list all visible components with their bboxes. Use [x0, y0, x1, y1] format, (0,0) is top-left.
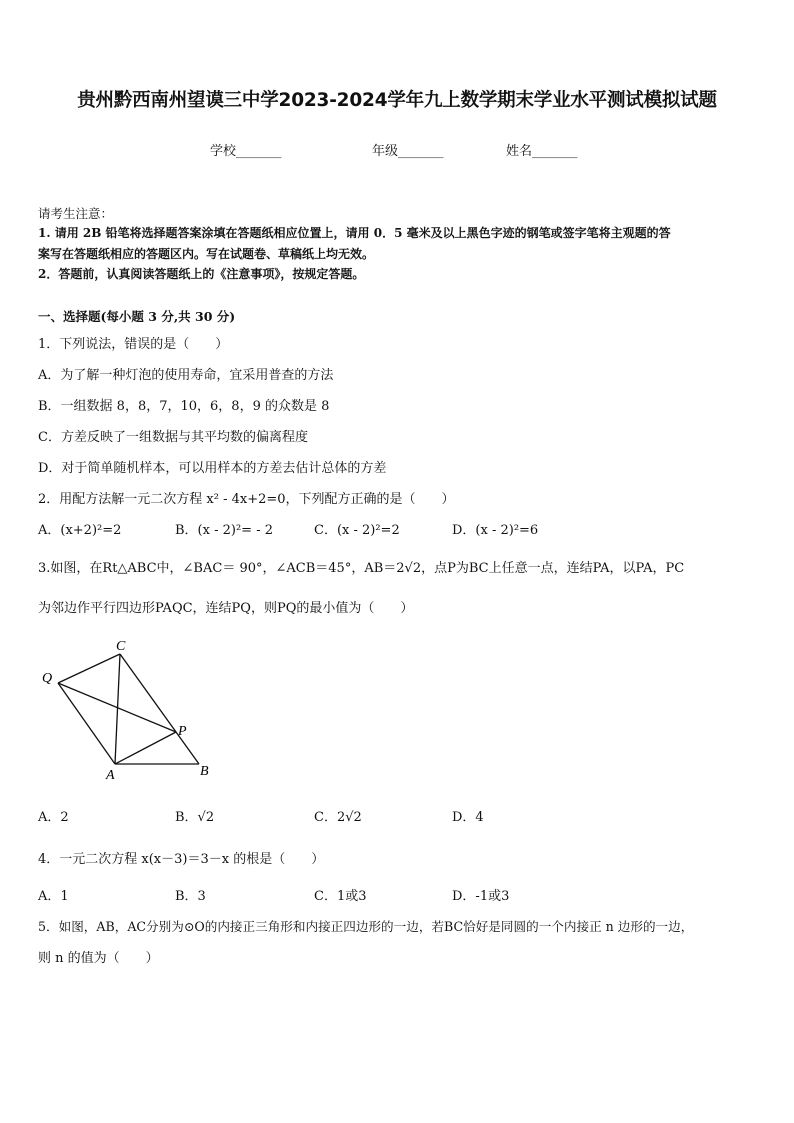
segment-cb	[120, 654, 199, 764]
q4-option-c: C．1或3	[314, 889, 367, 904]
q4-option-b: B．3	[175, 889, 206, 904]
section-heading: 一、选择题(每小题 3 分,共 30 分)	[38, 309, 236, 324]
label-b: B	[200, 764, 209, 779]
q4-stem: 4．一元二次方程 x(x－3)＝3－x 的根是（ ）	[38, 852, 325, 867]
q3-figure	[36, 636, 226, 786]
q1-option-a: A．为了解一种灯泡的使用寿命，宜采用普查的方法	[38, 368, 334, 383]
segment-ap	[115, 732, 176, 764]
segment-qc	[58, 654, 120, 683]
exam-title: 贵州黔西南州望谟三中学2023-2024学年九上数学期末学业水平测试模拟试题	[77, 90, 717, 111]
grade-field: 年级_______	[372, 144, 444, 159]
label-q: Q	[42, 671, 53, 686]
q3-stem-line-1: 3.如图，在Rt△ABC中，∠BAC＝ 90°，∠ACB＝45°，AB＝2√2，点P为BC上任意一点，连结PA，以PA，PC	[38, 561, 685, 576]
q2-option-b: B．(x - 2)²= - 2	[175, 523, 273, 538]
q5-stem-line-1: 5．如图，AB，AC分别为⊙O的内接正三角形和内接正四边形的一边，若BC恰好是同圆的一个内接正 n 边形的一边，	[38, 919, 694, 934]
q1-option-b: B．一组数据 8，8，7，10，6，8，9 的众数是 8	[38, 399, 330, 414]
q3-stem-line-2: 为邻边作平行四边形PAQC，连结PQ，则PQ的最小值为（ ）	[38, 601, 414, 616]
q1-option-d: D．对于简单随机样本，可以用样本的方差去估计总体的方差	[38, 461, 387, 476]
q3-option-a: A．2	[38, 810, 69, 825]
q4-option-d: D．-1或3	[452, 889, 510, 904]
q1-stem: 1．下列说法，错误的是（ ）	[38, 337, 229, 352]
q1-option-c: C．方差反映了一组数据与其平均数的偏离程度	[38, 430, 308, 445]
q3-option-d: D．4	[452, 810, 484, 825]
q2-option-a: A．(x+2)²=2	[38, 523, 122, 538]
q4-option-a: A．1	[38, 889, 69, 904]
q3-option-c: C．2√2	[314, 810, 362, 825]
label-p: P	[178, 724, 187, 739]
q5-stem-line-2: 则 n 的值为（ ）	[38, 951, 159, 966]
label-a: A	[106, 768, 115, 783]
notice-item-1-line-1: 1. 请用 2B 铅笔将选择题答案涂填在答题纸相应位置上，请用 0．5 毫米及以上黑色字迹的钢笔或签字笔将主观题的答	[38, 226, 671, 240]
label-c: C	[116, 639, 126, 654]
q2-option-d: D．(x - 2)²=6	[452, 523, 539, 538]
notice-item-1-line-2: 案写在答题纸相应的答题区内。写在试题卷、草稿纸上均无效。	[38, 247, 375, 261]
notice-heading: 请考生注意：	[38, 206, 114, 221]
q2-option-c: C．(x - 2)²=2	[314, 523, 400, 538]
q2-stem: 2．用配方法解一元二次方程 x² - 4x+2=0，下列配方正确的是（ ）	[38, 492, 455, 507]
name-field: 姓名_______	[506, 144, 578, 159]
school-field: 学校_______	[210, 144, 282, 159]
q3-option-b: B．√2	[175, 810, 215, 825]
notice-item-2: 2．答题前，认真阅读答题纸上的《注意事项》，按规定答题。	[38, 267, 365, 281]
